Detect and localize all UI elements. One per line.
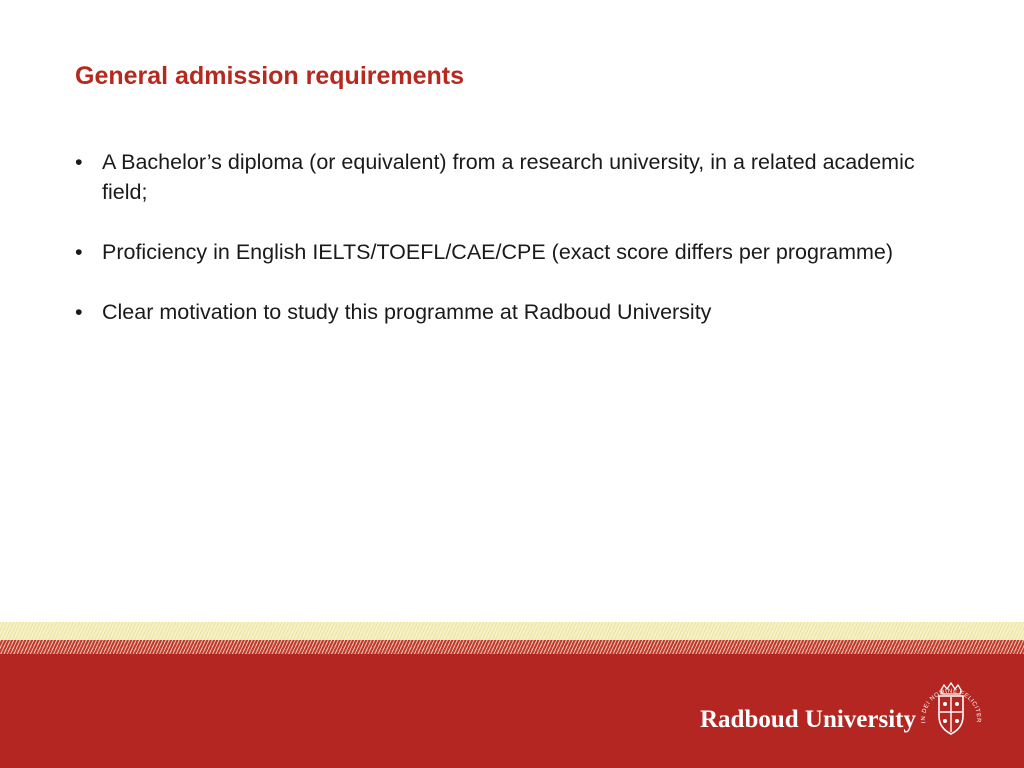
university-seal-icon <box>918 682 984 754</box>
bullet-marker: • <box>75 300 83 324</box>
bullet-marker: • <box>75 150 83 174</box>
footer-bar <box>0 654 1024 768</box>
bullet-text: Clear motivation to study this programme at Radboud University <box>102 300 712 324</box>
bullet-text: Proficiency in English IELTS/TOEFL/CAE/CPE (exact score differs per programme) <box>102 240 894 264</box>
bullet-marker: • <box>75 240 83 264</box>
decorative-stripe-band <box>0 622 1024 640</box>
bullet-item <box>75 297 955 327</box>
seal-motto: IN DEI NOMINE FELICITER <box>920 688 982 724</box>
slide-title: General admission requirements <box>75 62 465 90</box>
bullet-text: A Bachelor’s diploma (or equivalent) from a research university, in a related academic field; <box>102 150 915 204</box>
bullet-list <box>75 147 955 327</box>
decorative-stripe-band-red <box>0 640 1024 654</box>
bullet-item <box>75 237 955 267</box>
bullet-item <box>75 147 955 207</box>
brand-name: Radboud University <box>699 706 916 733</box>
